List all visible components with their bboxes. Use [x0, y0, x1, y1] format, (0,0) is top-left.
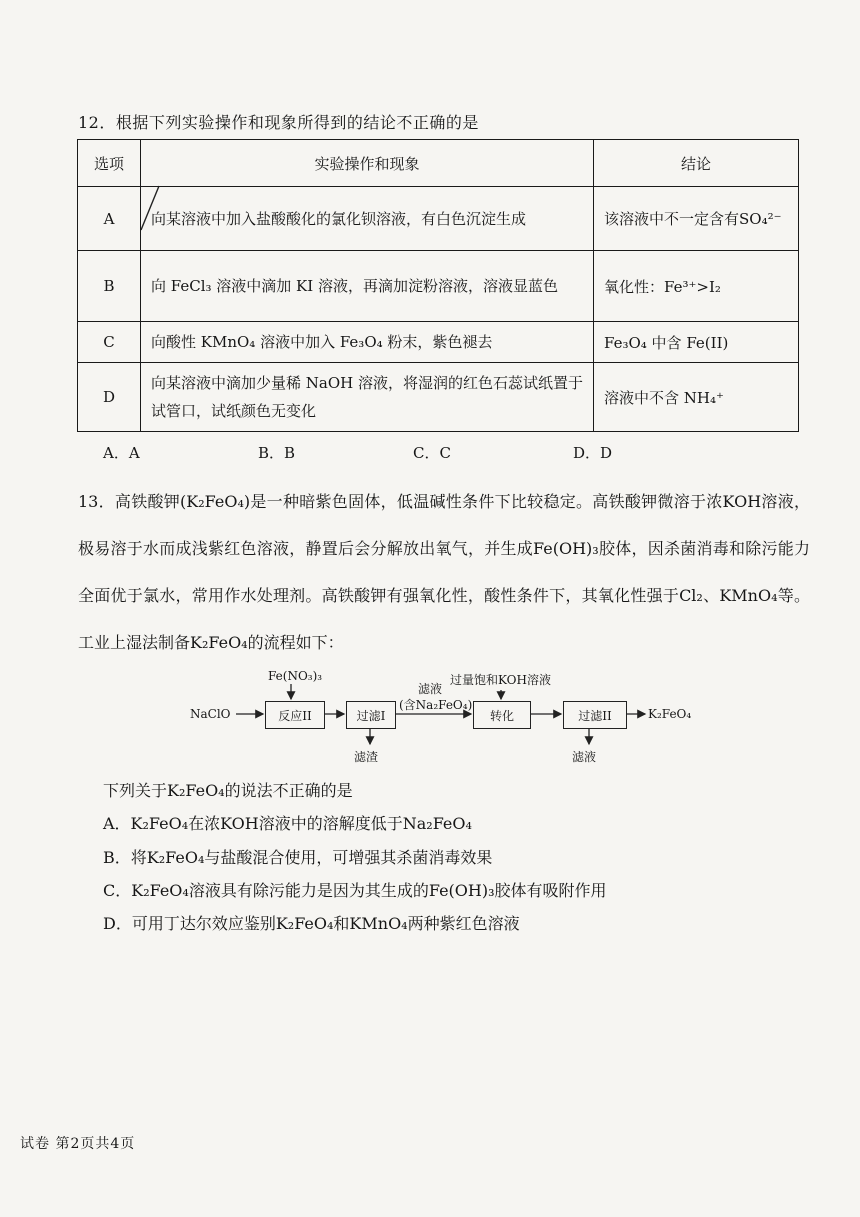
flow-box-reaction-2: 反应II: [265, 701, 325, 729]
q13-option-c[interactable]: C．K₂FeO₄溶液具有除污能力是因为其生成的Fe(OH)₃胶体有吸附作用: [103, 881, 607, 900]
flow-box-filter-1: 过滤I: [346, 701, 396, 729]
row-option: D: [78, 363, 141, 432]
question-12-title: 12．根据下列实验操作和现象所得到的结论不正确的是: [78, 113, 479, 132]
flow-reagent-fe-nitrate: Fe(NO₃)₃: [268, 669, 323, 683]
row-option: C: [78, 322, 141, 363]
row-operation: 向酸性 KMnO₄ 溶液中加入 Fe₃O₄ 粉末，紫色褪去: [141, 322, 594, 363]
row-conclusion: 溶液中不含 NH₄⁺: [594, 363, 799, 432]
question-13-prompt: 下列关于K₂FeO₄的说法不正确的是: [103, 781, 353, 800]
flow-input-naclo: NaClO: [190, 707, 231, 721]
table-row: [78, 322, 799, 363]
process-flow-diagram: [190, 668, 710, 768]
flow-filtrate-label: 滤液: [418, 682, 443, 696]
flow-box-conversion: 转化: [473, 701, 531, 729]
flow-box-filter-2: 过滤II: [563, 701, 627, 729]
header-option: 选项: [78, 140, 141, 187]
page-footer: 试卷 第2页共4页: [20, 1136, 136, 1152]
q13-option-d[interactable]: D．可用丁达尔效应鉴别K₂FeO₄和KMnO₄两种紫红色溶液: [103, 914, 520, 933]
table-header-row: [78, 140, 799, 187]
flow-filtrate-content: (含Na₂FeO₄): [399, 698, 473, 712]
choice-c[interactable]: C．C: [413, 444, 451, 462]
choice-d[interactable]: D．D: [573, 444, 613, 462]
table-row: [78, 187, 799, 251]
row-conclusion: Fe₃O₄ 中含 Fe(II): [594, 322, 799, 363]
row-operation: 向某溶液中加入盐酸酸化的氯化钡溶液，有白色沉淀生成: [141, 187, 594, 251]
header-conclusion: 结论: [594, 140, 799, 187]
q13-option-a[interactable]: A．K₂FeO₄在浓KOH溶液中的溶解度低于Na₂FeO₄: [103, 814, 472, 833]
table-row: [78, 363, 799, 432]
row-conclusion: 氧化性：Fe³⁺>I₂: [594, 251, 799, 322]
header-operation: 实验操作和现象: [141, 140, 594, 187]
table-row: [78, 251, 799, 322]
flow-filtrate-out: 滤液: [572, 750, 597, 764]
question-12-choices: [103, 442, 612, 463]
q13-option-b[interactable]: B．将K₂FeO₄与盐酸混合使用，可增强其杀菌消毒效果: [103, 848, 493, 867]
flow-reagent-koh: 过量饱和KOH溶液: [450, 673, 551, 687]
flow-output-k2feo4: K₂FeO₄: [648, 707, 692, 721]
row-option: B: [78, 251, 141, 322]
row-operation: 向 FeCl₃ 溶液中滴加 KI 溶液，再滴加淀粉溶液，溶液显蓝色: [141, 251, 594, 322]
experiment-table: [77, 139, 799, 432]
row-operation: 向某溶液中滴加少量稀 NaOH 溶液，将湿润的红色石蕊试纸置于试管口，试纸颜色无变化: [141, 363, 594, 432]
row-conclusion: 该溶液中不一定含有SO₄²⁻: [594, 187, 799, 251]
choice-b[interactable]: B．B: [258, 444, 296, 462]
question-13-paragraph: 13．高铁酸钾(K₂FeO₄)是一种暗紫色固体，低温碱性条件下比较稳定。高铁酸钾微溶于浓KOH溶液，极易溶于水而成浅紫红色溶液，静置后会分解放出氧气，并生成Fe(OH)₃胶体，因杀菌消毒和除污能力全面优于氯水，常用作水处理剂。高铁酸钾有强氧化性，酸性条件下，其氧化性强于Cl₂、KMnO₄等。工业上湿法制备K₂FeO₄的流程如下：: [78, 492, 810, 652]
flow-residue: 滤渣: [354, 750, 379, 764]
row-option: A: [78, 187, 141, 251]
choice-a[interactable]: A．A: [103, 444, 140, 462]
